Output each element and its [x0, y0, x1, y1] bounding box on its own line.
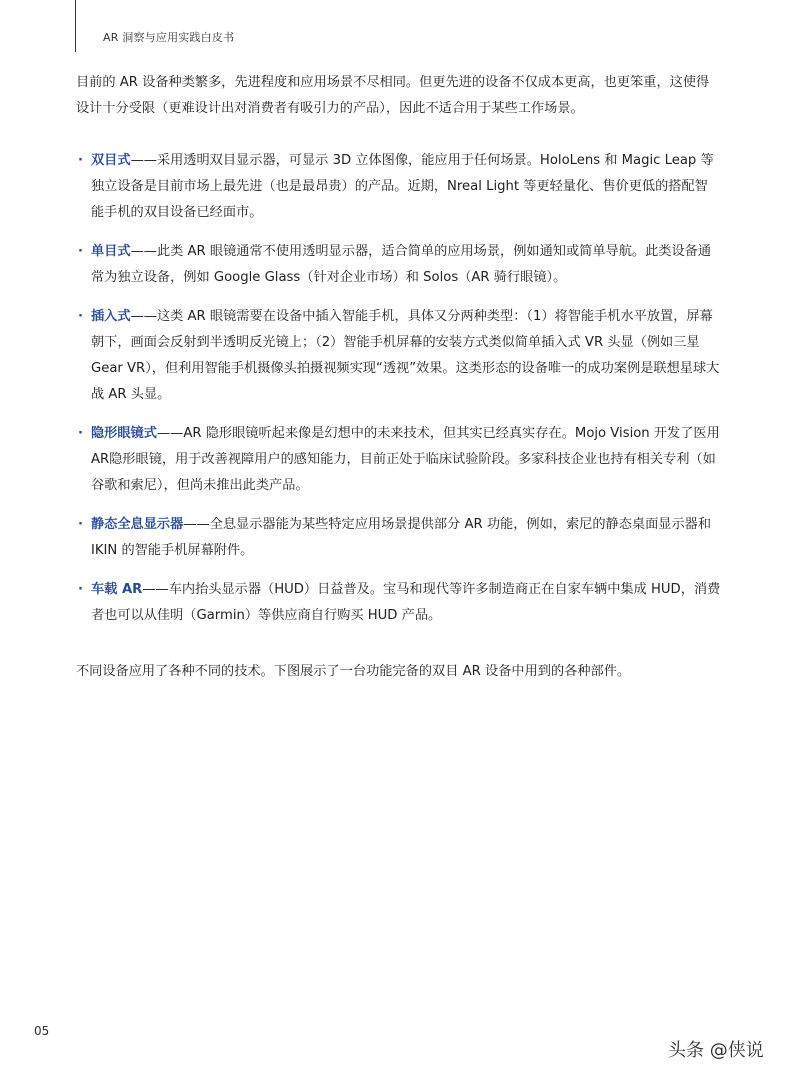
outro-paragraph: 不同设备应用了各种不同的技术。下图展示了一台功能完备的双目 AR 设备中用到的各种部件。: [76, 664, 631, 679]
bullet-term: 插入式: [91, 309, 131, 324]
bullet-text: ——全息显示器能为某些特定应用场景提供部分 AR 功能，例如，索尼的静态桌面显示器和 IKIN 的智能手机屏幕附件。: [91, 517, 712, 558]
bullet-dot: ·: [78, 244, 84, 259]
bullet-text: ——采用透明双目显示器，可显示 3D 立体图像，能应用于任何场景。HoloLens 和 Magic Leap 等独立设备是目前市场上最先进（也是最昂贵）的产品。近期，Nreal Light 等更轻量化、售价更低的搭配智能手机的双目设备已经面市。: [91, 153, 714, 220]
header-divider: [75, 0, 76, 52]
page-number: 05: [34, 1024, 50, 1038]
bullet-term: 车载 AR: [91, 582, 143, 597]
list-item-monocular: [76, 239, 721, 291]
intro-paragraph: 目前的 AR 设备种类繁多，先进程度和应用场景不尽相同。但更先进的设备不仅成本更高，也更笨重，这使得设计十分受限（更难设计出对消费者有吸引力的产品），因此不适合用于某些工作场景。: [76, 75, 710, 116]
bullet-term: 隐形眼镜式: [91, 426, 157, 441]
bullet-text: ——此类 AR 眼镜通常不使用透明显示器，适合简单的应用场景，例如通知或简单导航。此类设备通常为独立设备，例如 Google Glass（针对企业市场）和 Solos（AR 骑行眼镜）。: [91, 244, 712, 285]
device-type-list: [76, 148, 721, 642]
watermark: 头条 @侠说: [668, 1040, 764, 1061]
bullet-term: 双目式: [91, 153, 131, 168]
list-item-holographic-display: [76, 512, 721, 564]
bullet-dot: ·: [78, 582, 84, 597]
bullet-term: 静态全息显示器: [91, 517, 184, 532]
bullet-dot: ·: [78, 309, 84, 324]
list-item-insert: [76, 304, 721, 408]
bullet-text: ——车内抬头显示器（HUD）日益普及。宝马和现代等许多制造商正在自家车辆中集成 HUD，消费者也可以从佳明（Garmin）等供应商自行购买 HUD 产品。: [91, 582, 721, 623]
bullet-dot: ·: [78, 517, 84, 532]
list-item-binocular: [76, 148, 721, 226]
list-item-contact-lens: [76, 421, 721, 499]
bullet-term: 单目式: [91, 244, 131, 259]
bullet-dot: ·: [78, 153, 84, 168]
bullet-dot: ·: [78, 426, 84, 441]
bullet-text: ——这类 AR 眼镜需要在设备中插入智能手机，具体又分两种类型：（1）将智能手机水平放置，屏幕朝下，画面会反射到半透明反光镜上；（2）智能手机屏幕的安装方式类似简单插入式 VR 头显（例如三星 Gear VR），但利用智能手机摄像头拍摄视频实现“透视”效果。这类形态的设备唯一的成功案例是联想星球大战 AR 头显。: [91, 309, 720, 402]
document-title: AR 洞察与应用实践白皮书: [103, 31, 235, 44]
bullet-text: ——AR 隐形眼镜听起来像是幻想中的未来技术，但其实已经真实存在。Mojo Vision 开发了医用AR隐形眼镜，用于改善视障用户的感知能力，目前正处于临床试验阶段。多家科技企业也持有相关专利（如谷歌和索尼），但尚未推出此类产品。: [91, 426, 720, 493]
list-item-automotive: [76, 577, 721, 629]
